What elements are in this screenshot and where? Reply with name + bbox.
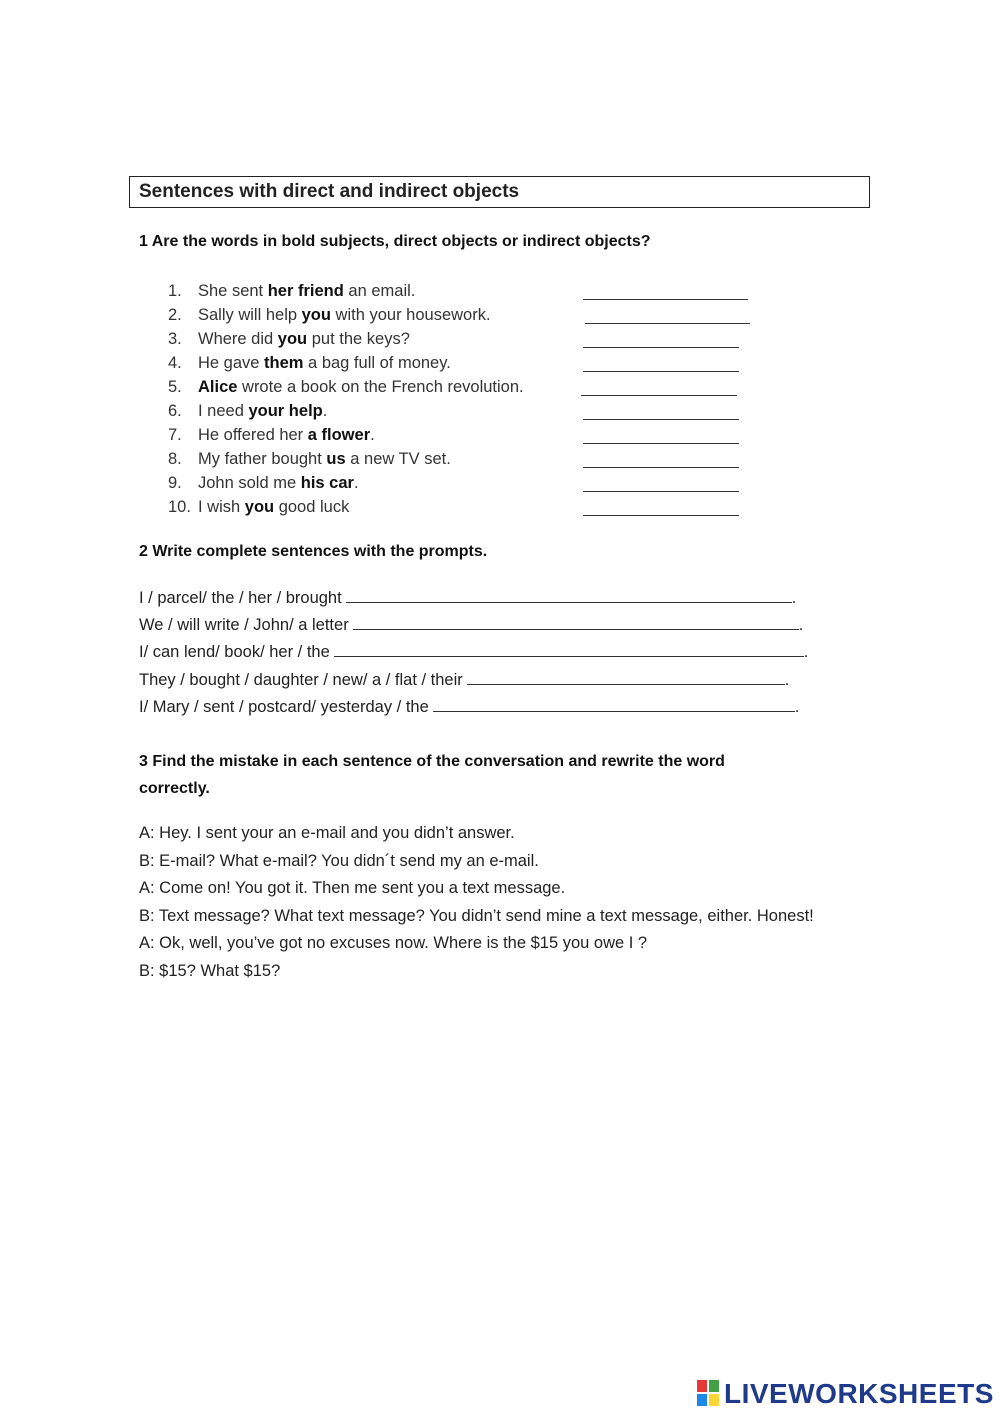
item-number: 7. [168,426,182,444]
answer-blank-1[interactable] [583,299,748,300]
answer-blank-9[interactable] [583,491,739,492]
section3-heading-line1: 3 Find the mistake in each sentence of the conversation and rewrite the word [139,753,725,770]
prompt-answer-line[interactable] [353,615,799,630]
item-sentence: She sent her friend an email. [198,282,416,300]
exercise1-item-5 [168,376,768,400]
answer-blank-8[interactable] [583,467,739,468]
item-sentence: John sold me his car. [198,474,359,492]
answer-blank-5[interactable] [581,395,737,396]
prompt-answer-line[interactable] [346,588,792,603]
item-number: 9. [168,474,182,492]
item-sentence: Alice wrote a book on the French revolution. [198,378,524,396]
logo-text: LIVEWORKSHEETS [724,1378,994,1409]
prompt-text: They / bought / daughter / new/ a / flat / their [139,671,463,689]
worksheet-title: Sentences with direct and indirect objects [139,181,520,202]
exercise1-item-8 [168,448,768,472]
exercise1-item-1 [168,280,768,304]
liveworksheets-logo [697,1377,997,1411]
item-sentence: He offered her a flower. [198,426,375,444]
item-number: 4. [168,354,182,372]
prompt-answer-line[interactable] [334,642,804,657]
item-sentence: I need your help. [198,402,328,420]
dialog-line-1: A: Hey. I sent your an e-mail and you didn’t answer. [139,824,515,842]
logo-blocks-icon [697,1380,721,1408]
answer-blank-7[interactable] [583,443,739,444]
exercise1-item-7 [168,424,768,448]
answer-blank-2[interactable] [585,323,750,324]
item-number: 3. [168,330,182,348]
answer-blank-4[interactable] [583,371,739,372]
dialog-line-2: B: E-mail? What e-mail? You didn´t send my an e-mail. [139,852,539,870]
item-number: 10. [168,498,191,516]
item-number: 5. [168,378,182,396]
prompt-text: I/ can lend/ book/ her / the [139,643,330,661]
answer-blank-10[interactable] [583,515,739,516]
answer-blank-3[interactable] [583,347,739,348]
prompt-row-4: They / bought / daughter / new/ a / flat / their . [139,671,790,689]
prompt-row-5: I/ Mary / sent / postcard/ yesterday / the . [139,698,800,716]
section3-heading-line2: correctly. [139,780,210,797]
item-number: 2. [168,306,182,324]
section1-heading: 1 Are the words in bold subjects, direct objects or indirect objects? [139,233,651,250]
item-sentence: He gave them a bag full of money. [198,354,451,372]
dialog-line-3: A: Come on! You got it. Then me sent you a text message. [139,879,566,897]
prompt-row-3: I/ can lend/ book/ her / the . [139,643,809,661]
item-sentence: Where did you put the keys? [198,330,410,348]
prompt-row-2: We / will write / John/ a letter . [139,616,804,634]
dialog-line-4: B: Text message? What text message? You didn’t send mine a text message, either. Honest! [139,907,814,925]
item-number: 8. [168,450,182,468]
prompt-text: I/ Mary / sent / postcard/ yesterday / the [139,698,429,716]
dialog-line-6: B: $15? What $15? [139,962,281,980]
prompt-text: I / parcel/ the / her / brought [139,589,342,607]
section2-heading: 2 Write complete sentences with the prompts. [139,543,488,560]
item-number: 6. [168,402,182,420]
exercise1-item-2 [168,304,768,328]
dialog-line-5: A: Ok, well, you’ve got no excuses now. Where is the $15 you owe I ? [139,934,648,952]
prompt-row-1: I / parcel/ the / her / brought . [139,589,797,607]
prompt-text: We / will write / John/ a letter [139,616,349,634]
prompt-answer-line[interactable] [467,670,785,685]
exercise1-item-6 [168,400,768,424]
item-sentence: My father bought us a new TV set. [198,450,451,468]
prompt-answer-line[interactable] [433,697,795,712]
exercise1-item-9 [168,472,768,496]
exercise1-item-4 [168,352,768,376]
exercise1-item-3 [168,328,768,352]
answer-blank-6[interactable] [583,419,739,420]
item-sentence: Sally will help you with your housework. [198,306,491,324]
exercise1-item-10 [168,496,768,520]
item-sentence: I wish you good luck [198,498,350,516]
item-number: 1. [168,282,182,300]
worksheet-title-box [129,176,870,208]
